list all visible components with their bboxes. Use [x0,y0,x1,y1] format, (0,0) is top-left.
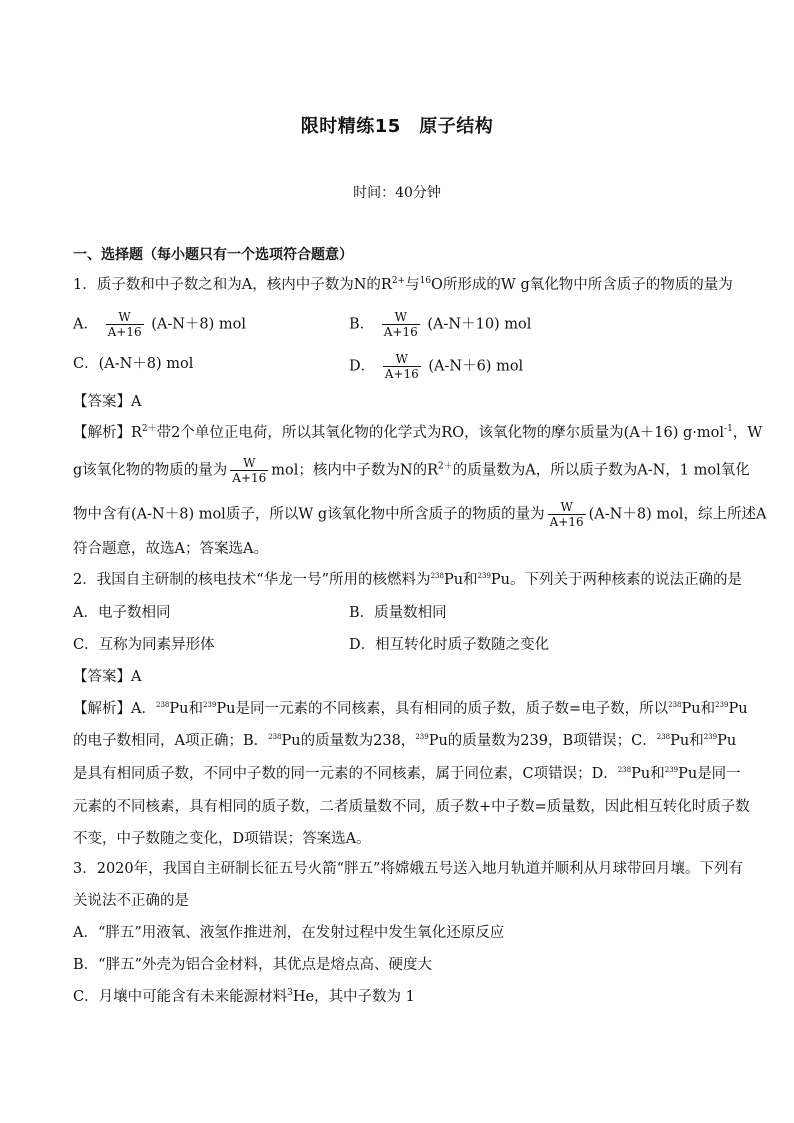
q2-option-c: C．互称为同素异形体 [73,637,215,653]
q3-option-b: B．“胖五”外壳为铝合金材料，其优点是熔点高、硬度大 [73,957,432,973]
q2-option-d: D．相互转化时质子数随之变化 [349,637,550,653]
q1-option-c: C．(A-N＋8) mol [73,356,194,372]
q2-explanation-line-4: 元素的不同核素，具有相同的质子数，二者质量数不同，质子数+中子数=质量数，因此相互转化时质子数 [73,799,750,815]
q2-option-b: B．质量数相同 [349,605,447,621]
q2-answer: 【答案】A [73,669,142,685]
question-3-stem-line-2: 关说法不正确的是 [73,893,189,909]
fraction: $\frac{W}{A+16}$ [232,456,267,485]
q3-option-c: C．月壤中可能含有未来能源材料$^3$He，其中子数为 1 [73,988,415,1005]
time-limit: 时间：40分钟 [353,185,441,201]
q2-explanation-line-1: 【解析】A．$^{238}$Pu和$^{239}$Pu是同一元素的不同核素，具有相同的质子数，质子数=电子数，所以$^{238}$Pu和$^{239}$Pu [73,701,748,717]
section-heading: 一、选择题（每小题只有一个选项符合题意） [73,247,353,263]
fraction: $\frac{W}{A+16}$ [549,500,584,529]
q1-option-a: A． $\frac{W}{A+16}$ (A-N＋8) mol [73,310,247,339]
q1-explanation-line-4: 符合题意，故选A；答案选A。 [73,541,268,557]
page-title: 限时精练15 原子结构 [300,116,494,137]
q2-option-a: A．电子数相同 [73,605,171,621]
question-2-stem: 2．我国自主研制的核电技术“华龙一号”所用的核燃料为$^{238}$Pu和$^{239}$Pu。下列关于两种核素的说法正确的是 [73,572,743,588]
q1-option-b: B． $\frac{W}{A+16}$ (A-N＋10) mol [349,310,532,339]
q1-explanation-line-2: g该氧化物的物质的量为 $\frac{W}{A+16}$ mol；核内中子数为N的$R^{2+}$的质量数为A，所以质子数为A-N，1 mol氧化 [73,456,750,485]
q2-explanation-line-5: 不变，中子数随之变化，D项错误；答案选A。 [73,831,371,847]
question-3-stem-line-1: 3．2020年，我国自主研制长征五号火箭“胖五”将嫦娥五号送入地月轨道并顺利从月球带回月壤。下列有 [73,861,743,877]
fraction: $\frac{W}{A+16}$ [384,352,419,381]
q1-explanation-line-1: 【解析】$R^{2+}$带2个单位正电荷，所以其氧化物的化学式为RO，该氧化物的摩尔质量为(A＋16) g·mol$^{-1}$，W [73,424,763,441]
q1-explanation-line-3: 物中含有(A-N＋8) mol质子，所以W g该氧化物中所含质子的物质的量为 $\frac{W}{A+16}$ (A-N＋8) mol，综上所述A [73,500,767,529]
q1-option-d: D． $\frac{W}{A+16}$ (A-N＋6) mol [349,352,524,381]
fraction: $\frac{W}{A+16}$ [107,310,142,339]
question-1-stem: 1．质子数和中子数之和为A，核内中子数为N的$R^{2+}$与$^{16}$O所形成的W g氧化物中所含质子的物质的量为 [73,276,733,293]
q2-explanation-line-3: 是具有相同质子数，不同中子数的同一元素的不同核素，属于同位素，C项错误；D．$^{238}$Pu和$^{239}$Pu是同一 [73,766,741,782]
q3-option-a: A．“胖五”用液氧、液氢作推进剂，在发射过程中发生氧化还原反应 [73,925,505,941]
fraction: $\frac{W}{A+16}$ [383,310,418,339]
q1-answer: 【答案】A [73,394,142,410]
q2-explanation-line-2: 的电子数相同，A项正确；B．$^{238}$Pu的质量数为238，$^{239}$Pu的质量数为239，B项错误；C．$^{238}$Pu和$^{239}$Pu [73,733,737,749]
